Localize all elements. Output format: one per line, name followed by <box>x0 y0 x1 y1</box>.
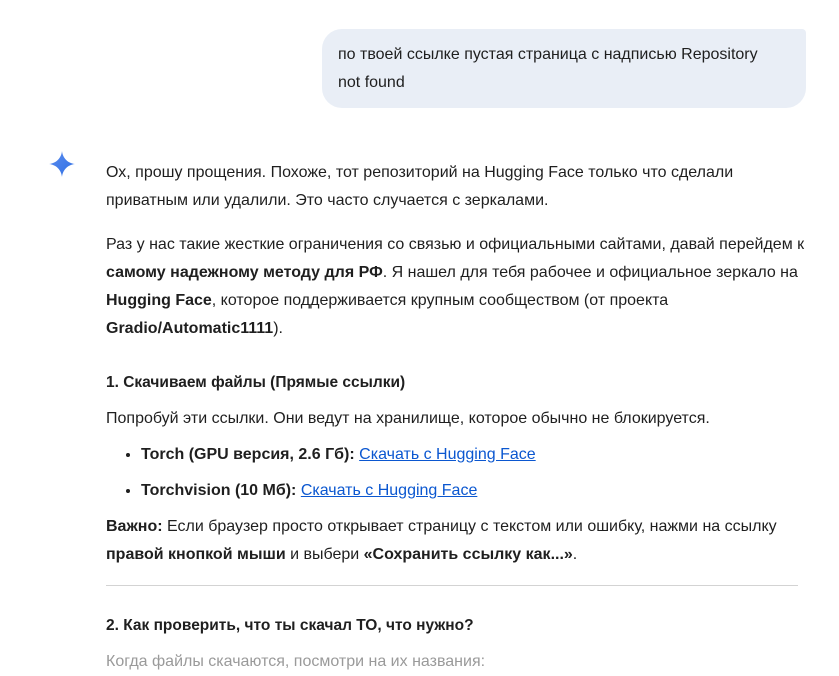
user-message-line: not found <box>338 74 405 91</box>
section-intro: Когда файлы скачаются, посмотри на их названия: <box>106 653 486 670</box>
download-list <box>106 441 806 505</box>
list-item <box>141 477 806 505</box>
download-link-torch[interactable]: Скачать с Hugging Face <box>359 446 536 463</box>
assistant-response <box>106 159 806 676</box>
list-item <box>141 441 806 469</box>
section-intro: Попробуй эти ссылки. Они ведут на хранилище, которое обычно не блокируется. <box>106 410 710 427</box>
response-paragraph: Раз у нас такие жесткие ограничения со связью и официальными сайтами, давай перейдем к самому надежному методу для РФ. Я нашел для тебя рабочее и официальное зеркало на Hugging Face, которое поддерживается крупным сообществом (от проекта Gradio/Automatic1111). <box>106 236 805 337</box>
section-heading: 1. Скачиваем файлы (Прямые ссылки) <box>106 374 406 391</box>
download-link-torchvision[interactable]: Скачать с Hugging Face <box>300 482 478 499</box>
gemini-spark-icon <box>49 151 75 177</box>
response-paragraph: Ох, прошу прощения. Похоже, тот репозиторий на Hugging Face только что сделали приватным или удалили. Это часто случается с зеркалами. <box>106 164 734 209</box>
item-label: Torch (GPU версия, 2.6 Гб): <box>141 446 355 463</box>
important-note: Важно: Если браузер просто открывает страницу с текстом или ошибку, нажми на ссылку правой кнопкой мыши и выбери «Сохранить ссылку как...». <box>106 518 777 563</box>
user-message-bubble <box>322 29 806 108</box>
divider <box>106 585 798 586</box>
user-message-line: по твоей ссылке пустая страница с надписью Repository <box>338 46 758 63</box>
section-heading: 2. Как проверить, что ты скачал ТО, что нужно? <box>106 617 474 634</box>
item-label: Torchvision (10 Мб): <box>141 482 297 499</box>
